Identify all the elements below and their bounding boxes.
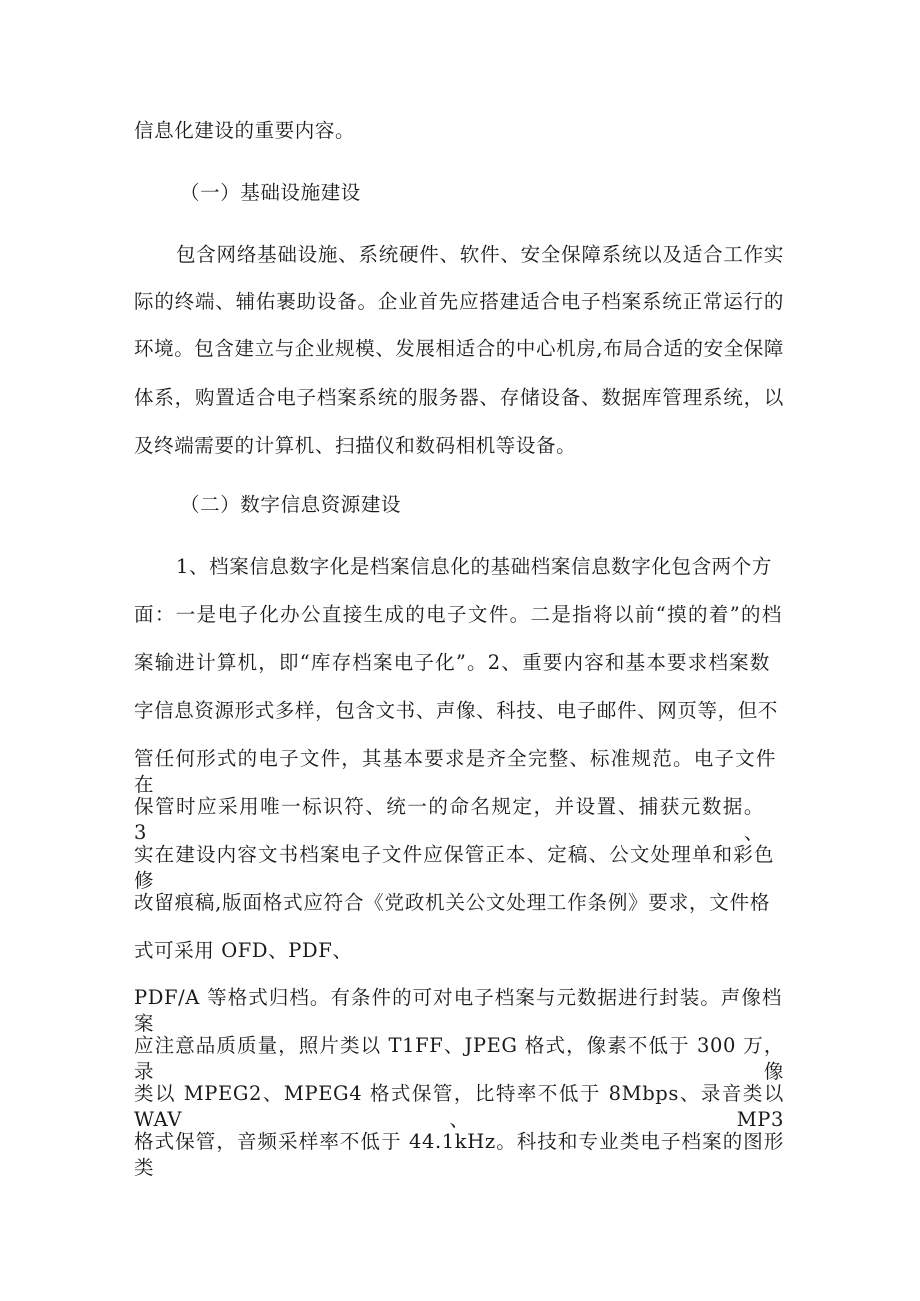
paragraph-line: 类以 MPEG2、MPEG4 格式保管，比特率不低于 8Mbps、录音类以 WAV、MP3 [134,1082,784,1131]
paragraph-line: 管任何形式的电子文件，其基本要求是齐全完整、标准规范。电子文件在 [134,747,776,796]
paragraph-line: 保管时应采用唯一标识符、统一的命名规定，并设置、捕获元数据。3、 [134,795,764,844]
paragraph-line: 体系，购置适合电子档案系统的服务器、存储设备、数据库管理系统，以 [134,386,784,409]
paragraph-line: 实在建设内容文书档案电子文件应保管正本、定稿、公文处理单和彩色修 [134,843,774,892]
paragraph-line: 环境。包含建立与企业规模、发展相适合的中心机房,布局合适的安全保障 [134,337,784,360]
paragraph-line: 案输进计算机，即“库存档案电子化”。2、重要内容和基本要求档案数 [134,651,770,674]
paragraph-line: 面：一是电子化办公直接生成的电子文件。二是指将以前“摸的着”的档 [134,603,782,626]
paragraph-line: 际的终端、辅佑裹助设备。企业首先应搭建适合电子档案系统正常运行的 [134,290,784,313]
section-heading: （一）基础设施建设 [180,181,361,204]
paragraph-line: 改留痕稿,版面格式应符合《党政机关公文处理工作条例》要求，文件格 [134,891,770,914]
paragraph-line: 字信息资源形式多样，包含文书、声像、科技、电子邮件、网页等，但不 [134,699,778,722]
section-heading: （二）数字信息资源建设 [180,493,402,516]
paragraph-line: 及终端需要的计算机、扫描仪和数码相机等设备。 [134,434,577,457]
paragraph-line: 应注意品质质量，照片类以 T1FF、JPEG 格式，像素不低于 300 万，录像 [134,1034,784,1083]
paragraph-line: 1、档案信息数字化是档案信息化的基础档案信息数字化包含两个方 [176,555,772,578]
paragraph-line: 信息化建设的重要内容。 [134,119,356,142]
paragraph-line: PDF/A 等格式归档。有条件的可对电子档案与元数据进行封装。声像档案 [134,986,782,1035]
paragraph-line: 包含网络基础设施、系统硬件、软件、安全保障系统以及适合工作实 [176,243,784,266]
paragraph-line: 式可采用 OFD、PDF、 [134,939,353,962]
paragraph-line: 格式保管，音频采样率不低于 44.1kHz。科技和专业类电子档案的图形类 [134,1130,784,1179]
